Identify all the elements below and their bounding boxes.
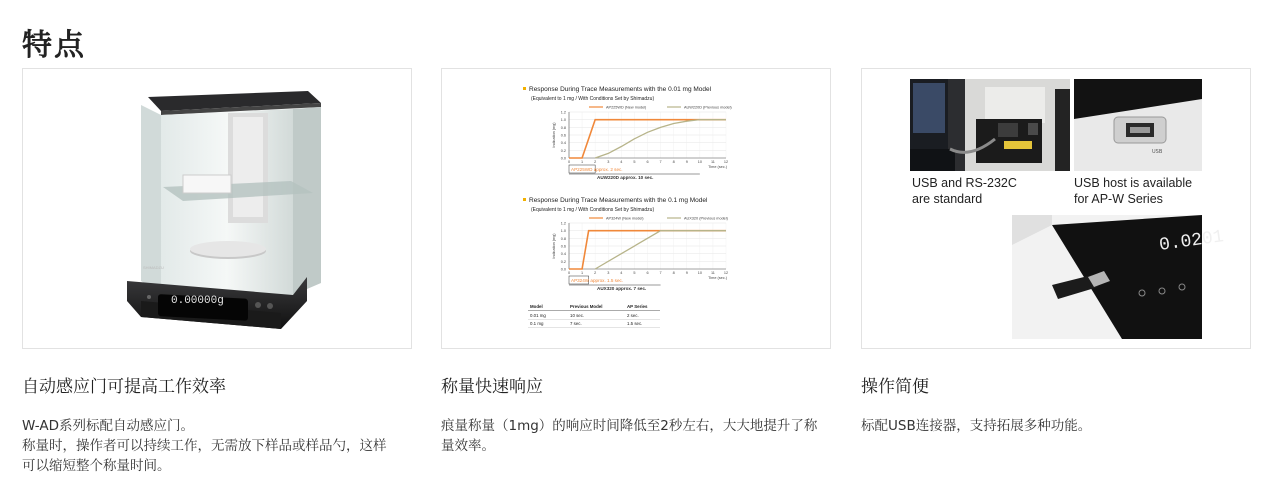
- chart2-ytick: 0.6: [560, 244, 566, 249]
- chart1-xtick: 6: [646, 160, 649, 164]
- balance-photo: [23, 69, 413, 350]
- chart1-xtick: 5: [633, 160, 636, 164]
- chart1-xtick: 11: [710, 160, 715, 164]
- usb-display-text: 0.0201: [1158, 227, 1226, 256]
- feature-image-usb: [861, 68, 1251, 349]
- chart2-annot-new: AP324W approx. 1.5 sec.: [571, 278, 624, 283]
- table-cell: 2 sec.: [627, 313, 639, 318]
- chart1-xtick: 9: [685, 160, 688, 164]
- table-cell: 1.5 sec.: [627, 321, 643, 326]
- feature-title-auto-door: 自动感应门可提高工作效率: [22, 377, 226, 397]
- svg-text:USB: USB: [1152, 149, 1163, 155]
- chart2-xtick: 11: [710, 271, 715, 275]
- chart1-xtick: 2: [594, 160, 597, 164]
- chart2-subtitle: (Equivalent to 1 mg / With Conditions Set by Shimadzu): [531, 207, 655, 213]
- chart2-legend-label: AP324W (New model): [606, 216, 644, 221]
- balance-display-text: 0.00000g: [171, 295, 224, 307]
- usb-host-caption: USB host is available for AP-W Series: [1074, 176, 1193, 206]
- feature-title-easy-operation: 操作简便: [861, 377, 929, 397]
- chart2-xtick: 2: [594, 271, 597, 275]
- table-cell: 10 sec.: [570, 313, 585, 318]
- chart2-xtick: 9: [685, 271, 688, 275]
- table-cell: 0.01 mg: [530, 313, 546, 318]
- feature-desc-easy-operation: 标配USB连接器，支持拓展多种功能。: [861, 418, 1092, 434]
- chart2-xtick: 3: [607, 271, 610, 275]
- chart2-xlabel: Time (sec.): [708, 276, 727, 280]
- chart1-xtick: 1: [581, 160, 584, 164]
- usb-host-photo: [1074, 79, 1202, 171]
- feature-image-auto-door: [22, 68, 412, 349]
- chart2-ytick: 0.2: [560, 259, 566, 264]
- chart2-ytick: 1.0: [560, 229, 566, 234]
- usb-drive-photo: [1012, 215, 1226, 339]
- chart2-ytick: 0.8: [560, 236, 566, 241]
- chart1-legend-label: AP225WD (New model): [606, 105, 647, 110]
- chart2-xtick: 1: [581, 271, 584, 275]
- feature-desc-auto-door: W-AD系列标配自动感应门。 称量时，操作者可以持续工作，无需放下样品或样品勺，这样 可以缩短整个称量时间。: [22, 418, 387, 474]
- chart1-annot-new: AP225WD approx. 2 sec.: [571, 167, 623, 172]
- chart1-plot: [552, 106, 732, 181]
- table-header-cell: AP Series: [627, 304, 648, 309]
- chart2-title: Response During Trace Measurements with the 0.1 mg Model: [529, 197, 708, 204]
- table-cell: 7 sec.: [570, 321, 582, 326]
- chart1-subtitle: (Equivalent to 1 mg / With Conditions Set by Shimadzu): [531, 96, 655, 102]
- chart1-ytick: 0.4: [560, 141, 566, 146]
- chart1-ytick: 0.0: [560, 156, 566, 161]
- table-cell: 0.1 mg: [530, 321, 544, 326]
- chart2-xtick: 6: [646, 271, 649, 275]
- chart2-xtick: 8: [672, 271, 675, 275]
- chart2-xtick: 12: [723, 271, 729, 275]
- usb-rs232c-caption: USB and RS-232C are standard: [912, 176, 1017, 206]
- table-header-cell: Model: [530, 304, 543, 309]
- comparison-table: [528, 304, 660, 328]
- chart1-xlabel: Time (sec.): [708, 165, 727, 169]
- chart1-ytick: 1.2: [560, 110, 566, 115]
- chart2-xtick: 5: [633, 271, 636, 275]
- chart2-plot: [552, 217, 729, 292]
- chart2-xtick: 10: [697, 271, 702, 275]
- chart1-ytick: 1.0: [560, 118, 566, 123]
- chart2-xtick: 7: [659, 271, 662, 275]
- table-header-cell: Previous Model: [570, 304, 603, 309]
- response-chart: [442, 69, 832, 350]
- chart1-ylabel: Indication (mg): [552, 122, 556, 148]
- chart1-xtick: 3: [607, 160, 610, 164]
- chart2-xtick: 4: [620, 271, 623, 275]
- chart1-ytick: 0.6: [560, 133, 566, 138]
- chart2-legend-label: AUX320 (Previous model): [684, 216, 728, 221]
- chart2-ytick: 1.2: [560, 221, 566, 226]
- chart1-xtick: 8: [672, 160, 675, 164]
- chart1-title: Response During Trace Measurements with the 0.01 mg Model: [529, 86, 712, 93]
- brand-logo: SHIMADZU: [143, 265, 164, 270]
- usb-rs232c-photo: [910, 79, 1070, 171]
- chart2-ytick: 0.4: [560, 252, 566, 257]
- feature-title-fast-response: 称量快速响应: [441, 377, 543, 397]
- chart2-annot-old: AUX320 approx. 7 sec.: [597, 286, 647, 291]
- chart1-xtick: 4: [620, 160, 623, 164]
- feature-desc-fast-response: 痕量称量（1mg）的响应时间降低至2秒左右，大大地提升了称 量效率。: [441, 418, 818, 454]
- chart1-xtick: 7: [659, 160, 662, 164]
- chart1-xtick: 0: [567, 160, 571, 164]
- chart1-ytick: 0.2: [560, 148, 566, 153]
- chart2-xtick: 0: [567, 271, 571, 275]
- chart1-xtick: 10: [697, 160, 702, 164]
- chart1-legend-label: AUW220D (Previous model): [684, 105, 732, 110]
- chart2-ytick: 0.0: [560, 267, 566, 272]
- chart1-annot-old: AUW220D approx. 10 sec.: [597, 175, 654, 180]
- chart1-xtick: 12: [723, 160, 729, 164]
- chart2-ylabel: Indication (mg): [552, 233, 556, 259]
- feature-image-response-chart: [441, 68, 831, 349]
- chart1-ytick: 0.8: [560, 125, 566, 130]
- page-title: 特点: [22, 28, 86, 63]
